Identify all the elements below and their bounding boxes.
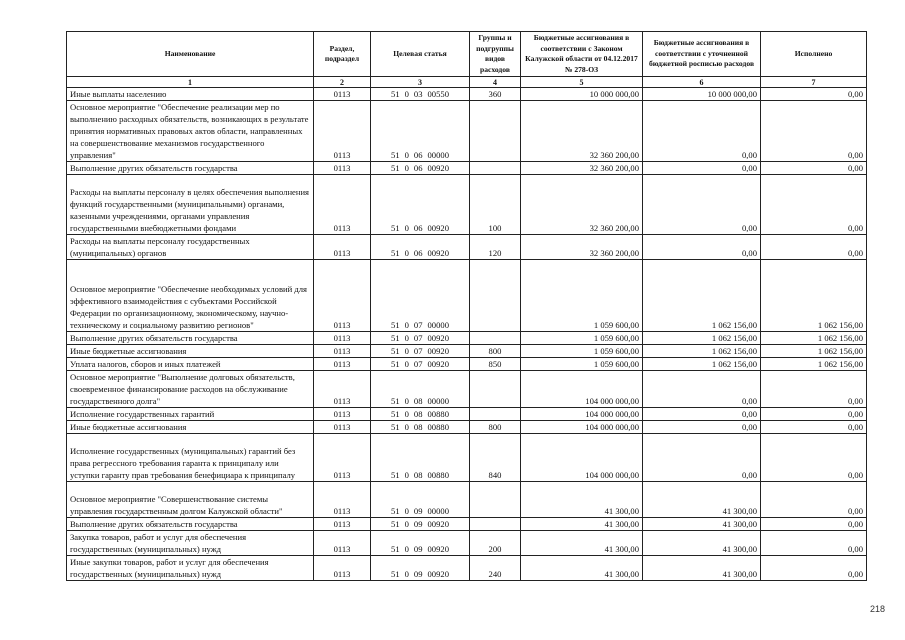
- target-code-part: 51: [391, 470, 400, 480]
- row-law-allocation: 104 000 000,00: [521, 408, 643, 421]
- row-law-allocation: 41 300,00: [521, 518, 643, 531]
- row-executed: 0,00: [761, 162, 867, 175]
- row-refined-allocation: 10 000 000,00: [643, 88, 761, 101]
- row-name: Иные бюджетные ассигнования: [67, 345, 314, 358]
- row-refined-allocation: 41 300,00: [643, 482, 761, 518]
- target-code-part: 51: [391, 333, 400, 343]
- column-number: 4: [470, 77, 521, 88]
- target-code: [374, 345, 466, 357]
- row-section: 0113: [314, 531, 371, 556]
- row-refined-allocation: 0,00: [643, 408, 761, 421]
- target-code-part: 00000: [427, 396, 449, 406]
- row-name: Основное мероприятие "Совершенствование системы управления государственным долгом Калужской области": [67, 482, 314, 518]
- row-name: Исполнение государственных (муниципальных) гарантий без права регрессного требования гаранта к принципалу или уступки гаранту прав требования бенефициара к принципалу: [67, 434, 314, 482]
- target-code: [374, 247, 466, 259]
- page-number: 218: [869, 604, 885, 614]
- target-code-part: 51: [391, 320, 400, 330]
- row-name: Основное мероприятие "Обеспечение необходимых условий для эффективного взаимодействия с субъектами Российской Федерации по организационному, экономическому, научно-техническому и социальному развитию регионов": [67, 260, 314, 332]
- row-executed: 0,00: [761, 482, 867, 518]
- row-expense-group: [470, 260, 521, 332]
- row-expense-group: 120: [470, 235, 521, 260]
- row-target-article: [371, 162, 470, 175]
- row-executed: 0,00: [761, 88, 867, 101]
- row-executed: 0,00: [761, 556, 867, 581]
- row-law-allocation: 32 360 200,00: [521, 175, 643, 235]
- row-expense-group: [470, 518, 521, 531]
- target-code: [374, 469, 466, 481]
- target-code-part: 00920: [427, 163, 449, 173]
- target-code-part: 0: [404, 470, 409, 480]
- row-section: 0113: [314, 332, 371, 345]
- target-code-part: 00920: [427, 359, 449, 369]
- row-refined-allocation: 1 062 156,00: [643, 260, 761, 332]
- header-row: [67, 32, 867, 77]
- target-code-part: 00920: [427, 544, 449, 554]
- row-refined-allocation: 0,00: [643, 434, 761, 482]
- row-executed: 0,00: [761, 531, 867, 556]
- row-target-article: [371, 556, 470, 581]
- table-row: [67, 175, 867, 235]
- row-refined-allocation: 0,00: [643, 235, 761, 260]
- header-section: Раздел, подраздел: [314, 32, 371, 77]
- target-code-part: 51: [391, 409, 400, 419]
- row-executed: 0,00: [761, 434, 867, 482]
- row-expense-group: [470, 332, 521, 345]
- row-expense-group: 240: [470, 556, 521, 581]
- target-code-part: 0: [404, 506, 409, 516]
- row-refined-allocation: 41 300,00: [643, 556, 761, 581]
- row-target-article: [371, 235, 470, 260]
- table-row: [67, 531, 867, 556]
- table-row: [67, 408, 867, 421]
- row-expense-group: 800: [470, 421, 521, 434]
- row-executed: 0,00: [761, 101, 867, 162]
- row-section: 0113: [314, 434, 371, 482]
- row-law-allocation: 104 000 000,00: [521, 434, 643, 482]
- target-code-part: 0: [404, 396, 409, 406]
- target-code: [374, 408, 466, 420]
- target-code: [374, 149, 466, 161]
- target-code-part: 51: [391, 544, 400, 554]
- row-section: 0113: [314, 260, 371, 332]
- row-refined-allocation: 0,00: [643, 162, 761, 175]
- row-name: Выполнение других обязательств государства: [67, 332, 314, 345]
- target-code-part: 00880: [427, 409, 449, 419]
- target-code-part: 0: [404, 163, 409, 173]
- target-code-part: 09: [413, 544, 423, 554]
- row-refined-allocation: 1 062 156,00: [643, 345, 761, 358]
- target-code-part: 08: [413, 470, 423, 480]
- row-name: Основное мероприятие "Обеспечение реализации мер по выполнению расходных обязательств, возникающих в результате принятия нормативных правовых актов области, направленных на совершенствование механизмов государственного управления": [67, 101, 314, 162]
- row-target-article: [371, 531, 470, 556]
- target-code-part: 03: [413, 89, 423, 99]
- header-law-allocation: Бюджетные ассигнования в соответствии с Законом Калужской области от 04.12.2017 № 278-ОЗ: [521, 32, 643, 77]
- row-target-article: [371, 260, 470, 332]
- target-code-part: 00920: [427, 333, 449, 343]
- target-code-part: 00000: [427, 150, 449, 160]
- target-code-part: 0: [404, 346, 409, 356]
- row-law-allocation: 32 360 200,00: [521, 235, 643, 260]
- target-code-part: 09: [413, 569, 423, 579]
- header-refined-allocation: Бюджетные ассигнования в соответствии с уточненной бюджетной росписью расходов: [643, 32, 761, 77]
- table-row: [67, 332, 867, 345]
- target-code-part: 51: [391, 346, 400, 356]
- row-executed: 1 062 156,00: [761, 260, 867, 332]
- target-code: [374, 505, 466, 517]
- target-code-part: 51: [391, 359, 400, 369]
- target-code: [374, 568, 466, 580]
- target-code: [374, 88, 466, 100]
- target-code-part: 0: [404, 359, 409, 369]
- row-law-allocation: 10 000 000,00: [521, 88, 643, 101]
- target-code-part: 0: [404, 544, 409, 554]
- column-number: 5: [521, 77, 643, 88]
- row-expense-group: 840: [470, 434, 521, 482]
- column-number: 7: [761, 77, 867, 88]
- row-law-allocation: 1 059 600,00: [521, 345, 643, 358]
- row-refined-allocation: 41 300,00: [643, 531, 761, 556]
- table-row: [67, 358, 867, 371]
- row-expense-group: [470, 101, 521, 162]
- target-code-part: 07: [413, 359, 423, 369]
- column-number: 3: [371, 77, 470, 88]
- row-law-allocation: 41 300,00: [521, 556, 643, 581]
- row-name: Исполнение государственных гарантий: [67, 408, 314, 421]
- target-code-part: 51: [391, 89, 400, 99]
- row-name: Иные закупки товаров, работ и услуг для обеспечения государственных (муниципальных) нужд: [67, 556, 314, 581]
- target-code-part: 00880: [427, 422, 449, 432]
- row-section: 0113: [314, 235, 371, 260]
- target-code-part: 00000: [427, 506, 449, 516]
- row-section: 0113: [314, 162, 371, 175]
- row-section: 0113: [314, 518, 371, 531]
- row-executed: 1 062 156,00: [761, 358, 867, 371]
- table-row: [67, 482, 867, 518]
- target-code-part: 06: [413, 223, 423, 233]
- target-code-part: 06: [413, 150, 423, 160]
- table-row: [67, 162, 867, 175]
- target-code-part: 00920: [427, 519, 449, 529]
- row-expense-group: 100: [470, 175, 521, 235]
- target-code-part: 07: [413, 333, 423, 343]
- row-law-allocation: 41 300,00: [521, 482, 643, 518]
- target-code-part: 06: [413, 163, 423, 173]
- row-target-article: [371, 332, 470, 345]
- header-expense-group: Группы и подгруппы видов расходов: [470, 32, 521, 77]
- target-code: [374, 543, 466, 555]
- target-code-part: 51: [391, 163, 400, 173]
- target-code-part: 00920: [427, 248, 449, 258]
- row-executed: 0,00: [761, 408, 867, 421]
- target-code-part: 00880: [427, 470, 449, 480]
- target-code: [374, 319, 466, 331]
- target-code-part: 51: [391, 248, 400, 258]
- column-number: 2: [314, 77, 371, 88]
- target-code-part: 0: [404, 333, 409, 343]
- row-refined-allocation: 0,00: [643, 175, 761, 235]
- row-expense-group: [470, 371, 521, 408]
- row-law-allocation: 32 360 200,00: [521, 162, 643, 175]
- target-code: [374, 162, 466, 174]
- target-code-part: 08: [413, 422, 423, 432]
- table-row: [67, 260, 867, 332]
- table-row: [67, 371, 867, 408]
- target-code-part: 08: [413, 396, 423, 406]
- target-code-part: 51: [391, 396, 400, 406]
- target-code: [374, 222, 466, 234]
- target-code-part: 09: [413, 506, 423, 516]
- table-row: [67, 345, 867, 358]
- table-row: [67, 88, 867, 101]
- row-section: 0113: [314, 88, 371, 101]
- row-section: 0113: [314, 556, 371, 581]
- target-code-part: 00920: [427, 223, 449, 233]
- row-executed: 0,00: [761, 235, 867, 260]
- target-code-part: 07: [413, 346, 423, 356]
- table-row: [67, 556, 867, 581]
- target-code-part: 00550: [427, 89, 449, 99]
- row-law-allocation: 104 000 000,00: [521, 421, 643, 434]
- table-row: [67, 434, 867, 482]
- row-refined-allocation: 0,00: [643, 421, 761, 434]
- row-target-article: [371, 518, 470, 531]
- target-code-part: 0: [404, 422, 409, 432]
- row-executed: 0,00: [761, 518, 867, 531]
- table-row: [67, 101, 867, 162]
- row-target-article: [371, 371, 470, 408]
- row-name: Иные выплаты населению: [67, 88, 314, 101]
- target-code-part: 51: [391, 569, 400, 579]
- row-target-article: [371, 421, 470, 434]
- header-executed: Исполнено: [761, 32, 867, 77]
- row-name: Закупка товаров, работ и услуг для обеспечения государственных (муниципальных) нужд: [67, 531, 314, 556]
- row-section: 0113: [314, 371, 371, 408]
- row-law-allocation: 41 300,00: [521, 531, 643, 556]
- row-target-article: [371, 482, 470, 518]
- table-body: [67, 88, 867, 581]
- row-section: 0113: [314, 345, 371, 358]
- target-code-part: 08: [413, 409, 423, 419]
- row-law-allocation: 104 000 000,00: [521, 371, 643, 408]
- target-code: [374, 332, 466, 344]
- row-refined-allocation: 41 300,00: [643, 518, 761, 531]
- table-row: [67, 235, 867, 260]
- row-expense-group: [470, 162, 521, 175]
- row-section: 0113: [314, 358, 371, 371]
- row-executed: 0,00: [761, 175, 867, 235]
- row-target-article: [371, 358, 470, 371]
- header-target-article: Целевая статья: [371, 32, 470, 77]
- target-code-part: 0: [404, 320, 409, 330]
- row-name: Расходы на выплаты персоналу государственных (муниципальных) органов: [67, 235, 314, 260]
- row-target-article: [371, 345, 470, 358]
- row-refined-allocation: 0,00: [643, 371, 761, 408]
- table-row: [67, 518, 867, 531]
- row-refined-allocation: 1 062 156,00: [643, 332, 761, 345]
- table-row: [67, 421, 867, 434]
- target-code-part: 0: [404, 409, 409, 419]
- target-code-part: 00000: [427, 320, 449, 330]
- row-section: 0113: [314, 175, 371, 235]
- target-code-part: 0: [404, 248, 409, 258]
- row-target-article: [371, 175, 470, 235]
- row-target-article: [371, 408, 470, 421]
- target-code: [374, 395, 466, 407]
- row-name: Уплата налогов, сборов и иных платежей: [67, 358, 314, 371]
- row-section: 0113: [314, 101, 371, 162]
- row-target-article: [371, 88, 470, 101]
- target-code-part: 0: [404, 150, 409, 160]
- target-code-part: 0: [404, 519, 409, 529]
- row-expense-group: [470, 482, 521, 518]
- target-code-part: 09: [413, 519, 423, 529]
- budget-table: [66, 31, 867, 581]
- target-code-part: 0: [404, 223, 409, 233]
- row-law-allocation: 1 059 600,00: [521, 358, 643, 371]
- target-code-part: 51: [391, 422, 400, 432]
- row-law-allocation: 32 360 200,00: [521, 101, 643, 162]
- row-name: Иные бюджетные ассигнования: [67, 421, 314, 434]
- row-expense-group: 360: [470, 88, 521, 101]
- row-refined-allocation: 1 062 156,00: [643, 358, 761, 371]
- column-number: 6: [643, 77, 761, 88]
- row-name: Основное мероприятие "Выполнение долговых обязательств, своевременное финансирование расходов на обслуживание государственного долга": [67, 371, 314, 408]
- row-target-article: [371, 101, 470, 162]
- column-number-row: [67, 77, 867, 88]
- target-code-part: 51: [391, 506, 400, 516]
- target-code-part: 00920: [427, 346, 449, 356]
- row-law-allocation: 1 059 600,00: [521, 332, 643, 345]
- row-refined-allocation: 0,00: [643, 101, 761, 162]
- row-section: 0113: [314, 408, 371, 421]
- row-expense-group: 800: [470, 345, 521, 358]
- target-code-part: 51: [391, 519, 400, 529]
- row-section: 0113: [314, 421, 371, 434]
- target-code-part: 07: [413, 320, 423, 330]
- row-executed: 1 062 156,00: [761, 345, 867, 358]
- target-code-part: 51: [391, 150, 400, 160]
- target-code: [374, 421, 466, 433]
- row-executed: 1 062 156,00: [761, 332, 867, 345]
- target-code-part: 0: [404, 569, 409, 579]
- column-number: 1: [67, 77, 314, 88]
- row-name: Выполнение других обязательств государства: [67, 518, 314, 531]
- row-executed: 0,00: [761, 421, 867, 434]
- target-code: [374, 518, 466, 530]
- target-code-part: 06: [413, 248, 423, 258]
- row-section: 0113: [314, 482, 371, 518]
- target-code-part: 0: [404, 89, 409, 99]
- row-law-allocation: 1 059 600,00: [521, 260, 643, 332]
- row-executed: 0,00: [761, 371, 867, 408]
- row-expense-group: 200: [470, 531, 521, 556]
- row-name: Расходы на выплаты персоналу в целях обеспечения выполнения функций государственными (муниципальными) органами, казенными учреждениями, органами управления государственными внебюджетными фондами: [67, 175, 314, 235]
- header-name: Наименование: [67, 32, 314, 77]
- target-code: [374, 358, 466, 370]
- row-expense-group: 850: [470, 358, 521, 371]
- row-expense-group: [470, 408, 521, 421]
- target-code-part: 00920: [427, 569, 449, 579]
- row-name: Выполнение других обязательств государства: [67, 162, 314, 175]
- target-code-part: 51: [391, 223, 400, 233]
- row-target-article: [371, 434, 470, 482]
